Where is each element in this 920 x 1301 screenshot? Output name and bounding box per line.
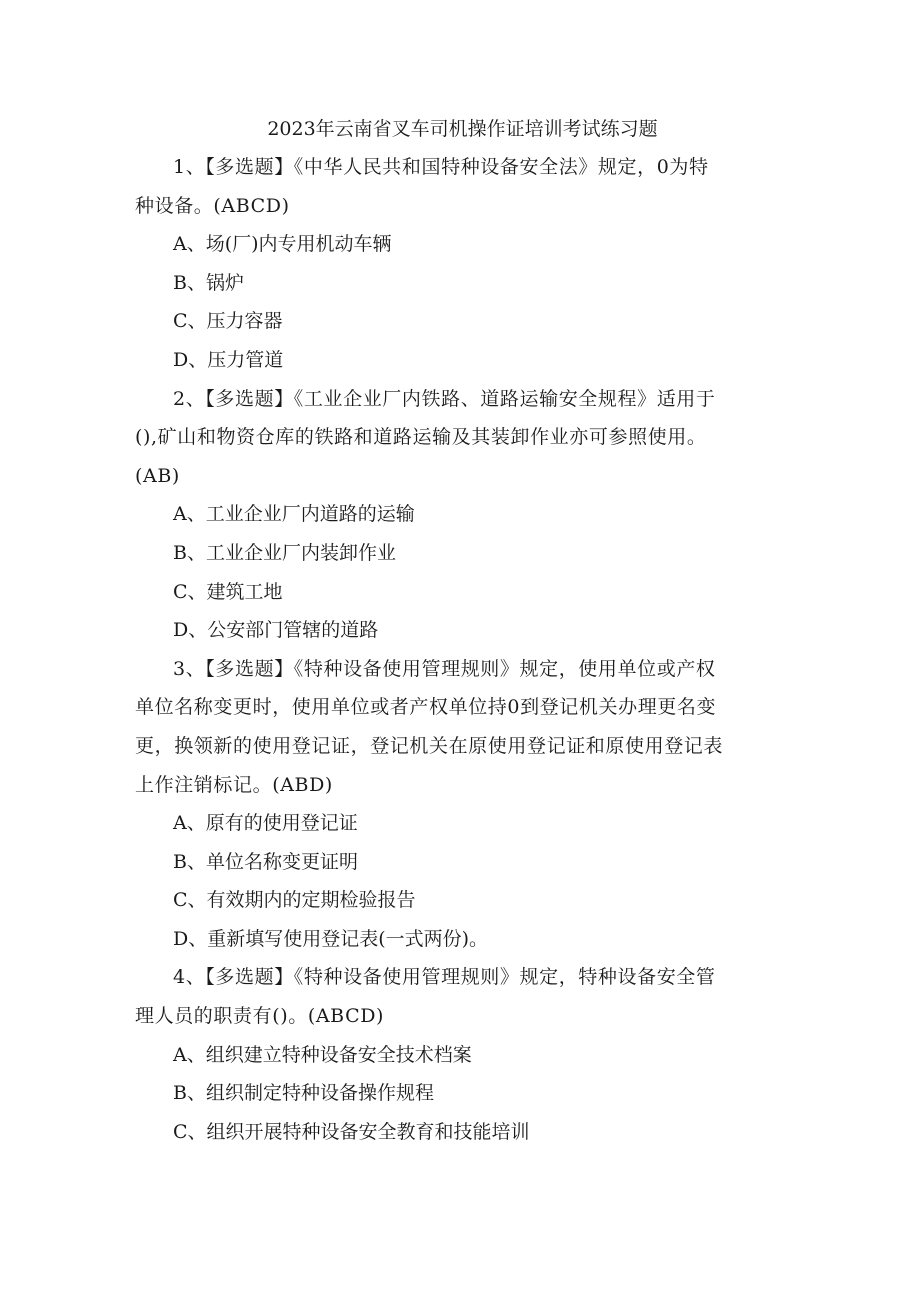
option-c: C、压力容器 xyxy=(173,310,283,333)
document-title: 2023年云南省叉车司机操作证培训考试练习题 xyxy=(267,118,658,140)
question-text: 2、【多选题】《工业企业厂内铁路、道路运输安全规程》适用于 xyxy=(173,387,716,410)
question-text: 上作注销标记。(ABD) xyxy=(135,773,333,796)
question-text: (),矿山和物资仓库的铁路和道路运输及其装卸作业亦可参照使用。 xyxy=(135,426,707,449)
question-3 xyxy=(135,650,790,959)
question-text: 理人员的职责有()。(ABCD) xyxy=(135,1005,385,1028)
question-4 xyxy=(135,958,790,1151)
option-c: C、有效期内的定期检验报告 xyxy=(173,889,416,912)
option-d: D、重新填写使用登记表(一式两份)。 xyxy=(173,927,489,950)
question-text: 更，换领新的使用登记证，登记机关在原使用登记证和原使用登记表 xyxy=(135,734,724,757)
option-b: B、锅炉 xyxy=(173,271,244,294)
question-1 xyxy=(135,148,790,380)
option-d: D、公安部门管辖的道路 xyxy=(173,619,379,642)
question-text: 1、【多选题】《中华人民共和国特种设备安全法》规定，0为特 xyxy=(173,156,709,178)
question-text: 单位名称变更时，使用单位或者产权单位持0到登记机关办理更名变 xyxy=(135,696,717,719)
option-a: A、场(厂)内专用机动车辆 xyxy=(173,233,392,256)
option-a: A、工业企业厂内道路的运输 xyxy=(173,503,415,526)
document-page xyxy=(135,110,790,1151)
option-d: D、压力管道 xyxy=(173,348,284,371)
question-text: 3、【多选题】《特种设备使用管理规则》规定，使用单位或产权 xyxy=(173,657,716,680)
option-b: B、工业企业厂内装卸作业 xyxy=(173,541,396,564)
option-a: A、原有的使用登记证 xyxy=(173,812,358,835)
question-text: 种设备。(ABCD) xyxy=(135,194,290,217)
option-b: B、单位名称变更证明 xyxy=(173,850,358,873)
option-c: C、组织开展特种设备安全教育和技能培训 xyxy=(173,1120,530,1143)
question-text: (AB) xyxy=(135,464,180,487)
option-a: A、组织建立特种设备安全技术档案 xyxy=(173,1043,472,1066)
question-text: 4、【多选题】《特种设备使用管理规则》规定，特种设备安全管 xyxy=(173,966,716,989)
question-2 xyxy=(135,380,790,650)
option-b: B、组织制定特种设备操作规程 xyxy=(173,1082,434,1105)
option-c: C、建筑工地 xyxy=(173,580,283,603)
